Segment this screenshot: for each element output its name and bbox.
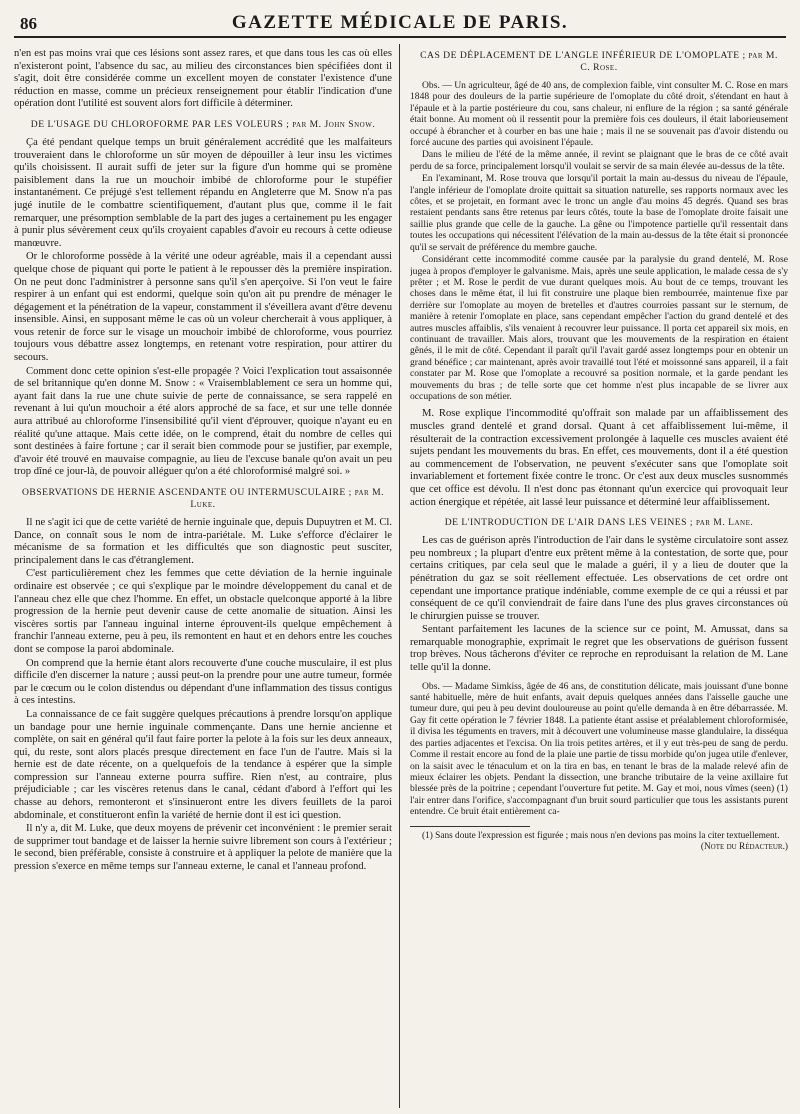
- chloroform-paragraph: Comment donc cette opinion s'est-elle propagée ? Voici l'explication tout assaisonnée de sel britannique qu'en donne M. Snow : « Vraisemblablement ce sera un homme qui, ayant fait dans la rue une chute suivie de perte de connaissance, se sera rappelé en revenant à lui qu'un mouchoir a été alors approché de sa face, et sur une telle donnée aura attribué au chloroforme l'insensibilité qu'il vient d'éprouver, quoique n'ayant eu en réalité qu'une attaque. Mais cette idée, on le comprend, était du nombre de celles qui sont destinées à faire fortune ; car il serait bien commode pour se justifier, par exemple, d'avoir été trouvé en mauvaise compagnie, au lieu de l'excuse banale qu'on avait un peu trop dîné ce jour-là, de pouvoir alléguer qu'on a été chloroformisé malgré soi. »: [14, 365, 392, 478]
- scapula-title: CAS DE DÉPLACEMENT DE L'ANGLE INFÉRIEUR DE L'OMOPLATE ;: [420, 50, 746, 61]
- editor-note-tag: (Note du Rédacteur.): [700, 841, 788, 852]
- journal-title: GAZETTE MÉDICALE DE PARIS.: [231, 12, 569, 33]
- page-header: [14, 10, 786, 38]
- observation-paragraph: Obs. — Madame Simkiss, âgée de 46 ans, de constitution délicate, mais jouissant d'une bonne santé habituelle, mère de huit enfants, avait depuis quelques années dans l'aisselle gauche une tumeur dure, qui peu à peu devint douloureuse au point qu'elle demanda à en être débarrassée. M. Gay fit cette opération le 7 février 1848. La patiente étant assise et préalablement chloroformisée, il divisa les téguments en travers, mit à découvert une volumineuse masse glandulaire, la disséqua des parties adjacentes et l'excisa. On lia trois petites artères, et il y eut très-peu de sang de perdu. Comme il restait encore au fond de la plaie une partie de tissu morbide qu'on jugea utile d'enlever, on la saisit avec le ténaculum et on la tira en bas, en tenant le bras de la malade relevé afin de mieux éclairer les objets. Pendant la dissection, une branche tributaire de la veine axillaire fut blessée près de la poitrine ; cependant l'ouverture fut petite. M. Gay et moi, nous vîmes (seen) (1) l'air entrer dans l'orifice, s'accompagnant d'un bruit sourd particulier que tous les assistants purent entendre. Ce bruit était entièrement ca-: [410, 680, 788, 818]
- observation-paragraph: Dans le milieu de l'été de la même année, il revint se plaignant que le bras de ce côté avait perdu de sa force, principalement lorsqu'il voulait se servir de sa main élevée au-dessus de la tête.: [410, 149, 788, 172]
- scapula-observation: [410, 80, 788, 402]
- air-title: DE L'INTRODUCTION DE L'AIR DANS LES VEINES ;: [444, 517, 694, 529]
- hernia-paragraph: C'est particulièrement chez les femmes que cette déviation de la hernie inguinale ordinaire est observée ; ce qui s'explique par le moindre développement du canal et de l'anneau chez elle que chez l'homme. En effet, un obstacle quelconque apporté à la libre progression de la hernie peut devenir cause de cette anomalie de situation. Ainsi les viscères sortis par l'anneau inguinal interne éprouvent-ils quelque empêchement à franchir l'anneau externe, peu à peu, ils remontent en haut et en dehors entre les couches dont se compose la paroi abdominale.: [14, 568, 392, 655]
- air-section-title: [414, 517, 784, 529]
- chloroform-title: DE L'USAGE DU CHLOROFORME PAR LES VOLEURS ;: [30, 118, 290, 130]
- air-paragraph: Sentant parfaitement les lacunes de la science sur ce point, M. Amussat, dans sa remarquable monographie, exprimait le regret que les observations de guérison fussent trop brèves. Nous tâcherons d'éviter ce reproche en reproduisant la relation de M. Lane telle qu'il la donne.: [410, 624, 788, 674]
- hernia-paragraph: Il n'y a, dit M. Luke, que deux moyens de prévenir cet inconvénient : le premier serait de supprimer tout bandage et de laisser la hernie suivre librement son cours à l'extérieur ; le second, bien préférable, consiste à construire et à appliquer la pelote de manière que la pression s'exerce en même temps sur l'anneau externe, le canal et l'anneau profond.: [14, 823, 392, 873]
- hernia-section-title: [18, 487, 388, 511]
- air-observation: [410, 681, 788, 818]
- footnote-text: (1) Sans doute l'expression est figurée ; mais nous n'en devions pas moins la citer textuellement.: [422, 830, 780, 841]
- observation-paragraph: En l'examinant, M. Rose trouva que lorsqu'il portait la main au-dessus du niveau de l'épaule, l'angle inférieur de l'omoplate droite quittait sa situation naturelle, ses rapports normaux avec les côtes, et se projetait, en formant avec le tronc un angle d'au moins 45 degrés. Quand ses bras restaient pendants sans être retenus par leurs côtés, toute la base de l'omoplate droite faisait une saillie plus grande que celle de la gauche. La gêne ou l'impotence partielle qu'il ressentait dans toutes les occupations qui nécessitent l'élévation de la main au-dessus de la tête était si prononcée qu'il se servait de préférence du membre gauche.: [410, 173, 788, 253]
- intro-paragraph: n'en est pas moins vrai que ces lésions sont assez rares, et que dans tous les cas où elles n'existeront point, l'absence du sac, au milieu des circonstances bien spécifiées dont il s'agit, doit être considérée comme un excellent moyen de constater l'existence d'une réduction en masse, comme un précieux renseignement pour établir l'indication d'une opération dont l'utilité est souvent alors fort difficile à déterminer.: [14, 48, 392, 110]
- hernia-paragraph: On comprend que la hernie étant alors recouverte d'une couche musculaire, il est plus difficile d'en discerner la nature ; aussi peut-on la prendre pour une autre tumeur, formée par le cœcum ou le colon distendus ou dépendant d'une inflammation des tissus contigus à ces intestins.: [14, 657, 392, 707]
- air-author: par M. Lane.: [695, 517, 754, 529]
- page-number: 86: [20, 14, 37, 33]
- scapula-author: par M. C. Rose.: [580, 50, 778, 73]
- scapula-section-title: [414, 50, 784, 74]
- chloroform-paragraph: Or le chloroforme possède à la vérité une odeur agréable, mais il a cependant aussi quelque chose de piquant qui porte le patient à le repousser dès la première inspiration. On ne peut donc l'administrer à personne sans qu'il s'en aperçoive. Si l'on veut le faire respirer à un enfant qui est endormi, quelque soin qu'on ait pu prendre de ménager le dégagement et la pénétration de la vapeur, constamment il s'éveillera avant d'être devenu insensible. Ainsi, en supposant même le cas où un voleur chercherait à vous appliquer, à vous retenir de force sur le visage un mouchoir imbibé de chloroforme, vous pourriez toujours vous débattre assez longtemps, en retenant votre respiration, pour attirer du secours.: [14, 251, 392, 364]
- left-column: [14, 48, 392, 1106]
- footnote: [410, 830, 788, 852]
- hernia-paragraph: La connaissance de ce fait suggère quelques précautions à prendre lorsqu'on applique un bandage pour une hernie inguinale commençante. Dans une hernie ancienne et complète, on sait en général qu'il faut faire porter la pelote à la fois sur les deux anneaux, qui, du reste, sont alors placés presque directement en face l'un de l'autre. Mais si la hernie est de date récente, on a quelquefois de la tendance à espérer que la simple compression sur l'anneau externe pourra suffire. Rien n'est, au contraire, plus préjudiciable ; car les viscères retenus dans le canal, cédant d'abord à l'effort qui les chasse au dehors, remonteront et s'insinueront entre les divers feuillets de la paroi abdominale, et constitueront enfin la variété de hernie dont il est ici question.: [14, 708, 392, 821]
- air-paragraph: Les cas de guérison après l'introduction de l'air dans le système circulatoire sont assez peu nombreux ; la plupart d'entre eux prêtent même à la contestation, de sorte que, pour certains critiques, par cela seul que le malade a guéri, il y a lieu de douter que la pénétration du gaz se soit réellement effectuée. Les observations de cet ordre ont cependant une importance pratique indéniable, comme exemple de ce qui a réussi et par conséquent de ce qu'il conviendrait de faire dans l'une des plus graves circonstances où le chirurgien puisse se trouver.: [410, 535, 788, 622]
- hernia-paragraph: Il ne s'agit ici que de cette variété de hernie inguinale que, depuis Dupuytren et M. Cl. Dance, on connaît sous le nom de intra-pariétale. M. Luke s'efforce d'éclairer le mécanisme de sa formation et les difficultés que son diagnostic peut susciter, principalement dans le cas d'étranglement.: [14, 517, 392, 566]
- observation-paragraph: Considérant cette incommodité comme causée par la paralysie du grand dentelé, M. Rose jugea à propos d'employer le galvanisme. Mais, après une seule application, le malade cessa de s'y prêter ; et M. Rose le perdit de vue durant quelques mois. Au bout de ce temps, trouvant les choses dans le même état, il lui fit construire une plaque bien rembourrée, maintenue fixe par derrière sur l'omoplate au moyen de bretelles et d'autres courroies passant sur le sternum, de manière à retenir l'omoplate en place, sans cependant empêcher l'action du grand dentelé et des autres muscles affaiblis, s'ils venaient à recouvrer leur puissance. Il porta cet appareil six mois, en continuant de travailler. Mais alors, trouvant que les mouvements de la respiration en étaient gênés, il le mit de côté. Cependant il paraît qu'il l'avait gardé assez longtemps pour en obtenir un grand bénéfice ; car maintenant, après avoir travaillé tout l'été et moissonné sans appareil, il a fait constater par M. Rose que l'omoplate a recouvré sa position normale, et la garde pendant les mouvements du bras ; de telle sorte que cet homme n'est plus incapable de se livrer aux occupations de son métier.: [410, 254, 788, 402]
- hernia-title: OBSERVATIONS DE HERNIE ASCENDANTE OU INTERMUSCULAIRE ;: [21, 487, 352, 498]
- hernia-author: par M. Luke.: [190, 487, 385, 510]
- right-column: [410, 48, 788, 1106]
- chloroform-section-title: [18, 119, 388, 131]
- column-divider: [399, 44, 400, 1108]
- chloroform-paragraph: Ça été pendant quelque temps un bruit généralement accrédité que les malfaiteurs trouveraient dans le chloroforme un sûr moyen de dépouiller à leur insu les victimes qu'ils choisissent. Il aurait suffi de jeter sur la figure d'un homme qui se promène paisiblement dans la rue un mouchoir imbibé de chloroforme pour le stupéfier instantanément. Ce préjugé s'est tellement répandu en Angleterre que M. Snow n'a pas jugé inutile de le combattre scientifiquement, d'autant plus que, comme il le fait remarquer, une présomption semblable de la part des juges a certainement pu les engager à punir plus sévèrement ceux qu'ils croyaient capables d'avoir eu recours à cette odieuse manœuvre.: [14, 136, 392, 249]
- chloroform-author: par M. John Snow.: [292, 118, 376, 130]
- scapula-commentary: M. Rose explique l'incommodité qu'offrait son malade par un affaiblissement des muscles grand dentelé et grand dorsal. Quant à cet affaiblissement lui-même, il résulterait de la contraction excessivement prolongée à laquelle ces muscles avaient été sujets pendant les mouvements du bras. En effet, ces mouvements, dont il a été question au commencement de l'observation, ne peuvent s'exécuter sans que l'omoplate soit invariablement et fortement fixée contre le tronc. Or c'est aux deux muscles susnommés que cet office est dévolu. Il n'est donc pas étonnant qu'un exercice qui provoquait leur action énergique et répétée, ait lassé leur puissance et déterminé leur affaiblissement.: [410, 408, 788, 508]
- observation-paragraph: Obs. — Un agriculteur, âgé de 40 ans, de complexion faible, vint consulter M. C. Rose en mars 1848 pour des douleurs de la partie supérieure de l'omoplate du côté droit, s'étendant en haut à l'épaule et à la partie postérieure du cou, sans chaleur, ni enflure de la région ; sa santé générale était bonne. Au moment où il ressentit pour la première fois ces douleurs, il était laborieusement occupé à ébrancher et à courber en bas une haie ; mais il ne se souvenait pas d'avoir distendu ou forcé aucune des parties qui avoisinent l'épaule.: [410, 80, 788, 149]
- footnote-divider: [410, 826, 530, 827]
